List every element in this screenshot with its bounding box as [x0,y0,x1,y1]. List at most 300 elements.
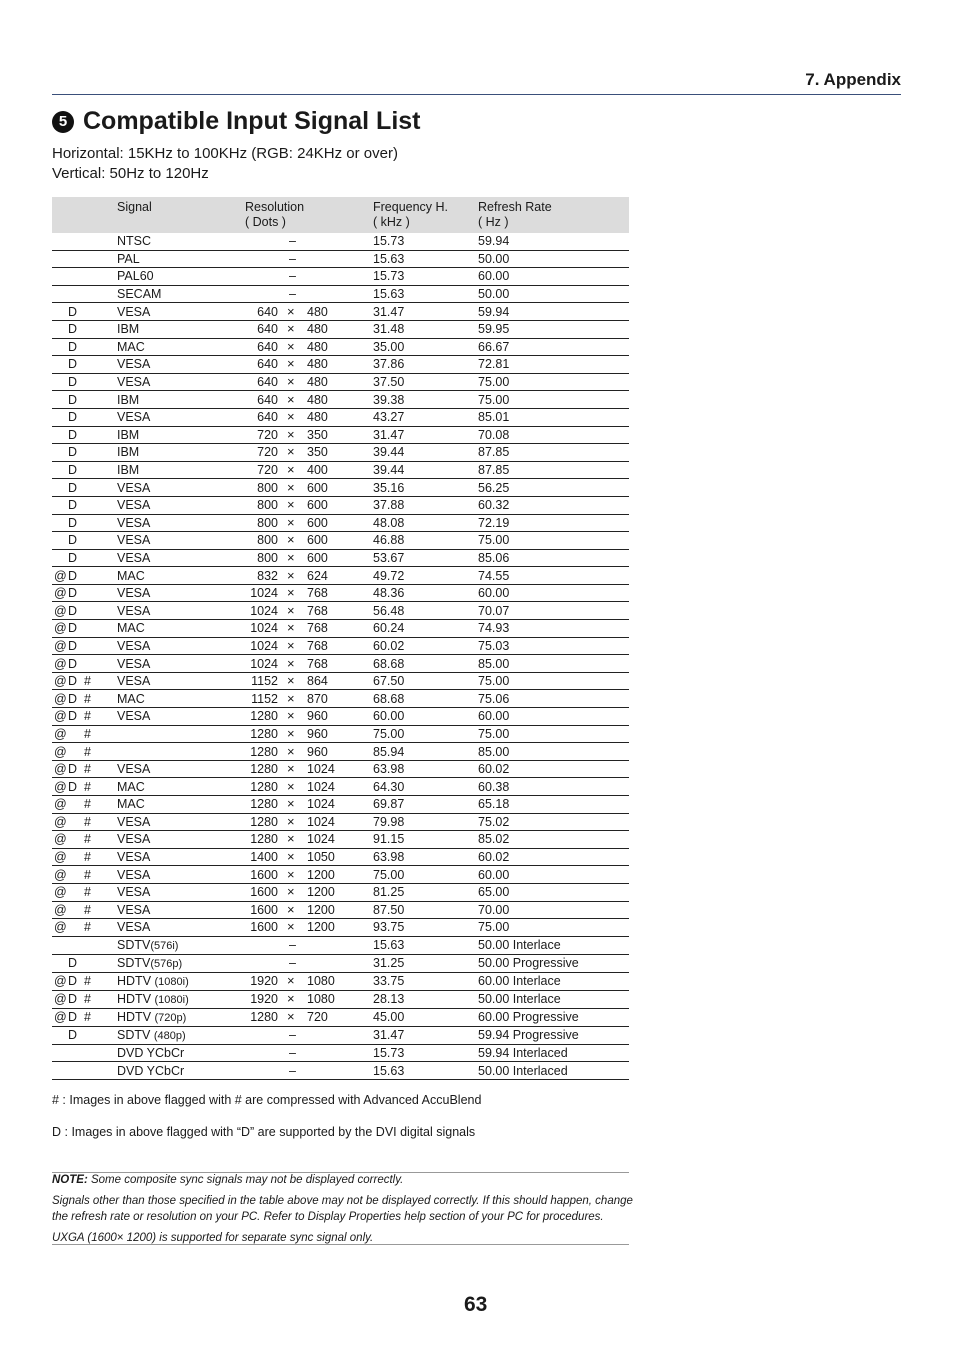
signal-name: PAL60 [117,269,154,284]
vertical-range: Vertical: 50Hz to 120Hz [52,165,209,182]
signal-name: HDTV [117,1009,155,1024]
flag-hash [84,514,117,532]
refresh-cell: 74.93 [478,620,629,638]
signal-cell [117,1008,245,1026]
header-frequency [373,197,478,233]
flag-d: D [68,391,84,409]
resolution-cell [245,620,373,638]
signal-cell [117,760,245,778]
resolution-height: 1200 [307,867,335,882]
page-number: 63 [464,1293,488,1316]
frequency-cell: 15.63 [373,936,478,954]
frequency-cell: 53.67 [373,549,478,567]
table-row [52,584,629,602]
resolution-width: 640 [257,375,278,390]
signal-cell [117,901,245,919]
table-row [52,690,629,708]
table-row [52,1044,629,1062]
frequency-cell: 15.63 [373,1062,478,1080]
header-refresh-unit: ( Hz ) [478,215,509,229]
resolution-height: 480 [307,339,328,354]
signal-name: SECAM [117,287,162,302]
flag-d: D [68,778,84,796]
header-resolution [245,197,373,233]
resolution-height: 960 [307,744,328,759]
flag-at: @ [54,885,67,900]
resolution-cell [245,268,373,286]
signal-cell [117,250,245,268]
signal-name: VESA [117,304,151,319]
resolution-cell [245,637,373,655]
table-row [52,549,629,567]
flag-at: @ [54,568,67,583]
table-row [52,1026,629,1044]
refresh-cell: 75.00 [478,919,629,937]
flag-at [52,496,68,514]
resolution-cell [245,831,373,849]
resolution-height: 960 [307,709,328,724]
resolution-dash: – [289,1028,296,1043]
header-refresh-label: Refresh Rate [478,200,552,214]
times-sign: × [287,426,295,442]
resolution-cell [245,303,373,321]
refresh-cell: 50.00 Interlace [478,990,629,1008]
refresh-cell: 50.00 [478,250,629,268]
refresh-cell: 75.02 [478,813,629,831]
resolution-height: 1024 [307,832,335,847]
signal-name: HDTV [117,973,155,988]
times-sign: × [287,620,295,636]
flag-at [52,391,68,409]
flag-d: D [68,954,84,972]
flag-hash [84,602,117,620]
frequency-cell: 93.75 [373,919,478,937]
refresh-cell: 50.00 Progressive [478,954,629,972]
times-sign: × [287,813,295,829]
signal-name: MAC [117,691,145,706]
frequency-cell: 75.00 [373,866,478,884]
frequency-cell: 37.86 [373,356,478,374]
refresh-cell: 75.00 [478,373,629,391]
signal-cell [117,567,245,585]
resolution-dash: – [289,956,296,971]
signal-name: MAC [117,779,145,794]
resolution-dash: – [289,287,296,302]
times-sign: × [287,796,295,812]
flag-at [52,479,68,497]
flag-hash: # [84,848,117,866]
frequency-cell: 49.72 [373,567,478,585]
resolution-cell [245,848,373,866]
refresh-cell: 60.00 [478,866,629,884]
refresh-cell: 59.95 [478,320,629,338]
flag-hash: # [84,831,117,849]
signal-name: VESA [117,533,151,548]
resolution-cell [245,285,373,303]
refresh-cell: 60.02 [478,848,629,866]
resolution-width: 1024 [250,621,278,636]
frequency-cell: 37.88 [373,496,478,514]
signal-format: (576i) [150,939,179,952]
flag-at [52,426,68,444]
resolution-height: 1200 [307,885,335,900]
resolution-cell [245,936,373,954]
flag-at: @ [54,691,67,706]
note-3: UXGA (1600× 1200) is supported for separate sync signal only. [52,1232,374,1244]
resolution-height: 768 [307,621,328,636]
signal-cell [117,1044,245,1062]
table-row [52,883,629,901]
frequency-cell: 39.44 [373,461,478,479]
resolution-cell [245,954,373,972]
signal-name: PAL [117,251,140,266]
times-sign: × [287,919,295,935]
flag-at: @ [54,744,67,759]
signal-cell [117,954,245,972]
resolution-width: 720 [257,427,278,442]
flag-d: D [68,1008,84,1026]
signal-name: HDTV [117,991,155,1006]
table-row [52,972,629,990]
page-title-text: Compatible Input Signal List [83,107,421,135]
resolution-width: 1280 [250,832,278,847]
resolution-cell [245,602,373,620]
resolution-width: 640 [257,339,278,354]
table-row [52,919,629,937]
times-sign: × [287,761,295,777]
flag-hash: # [84,725,117,743]
frequency-cell: 68.68 [373,690,478,708]
signal-cell [117,1026,245,1044]
signal-name: DVD YCbCr [117,1063,185,1078]
flag-d: D [68,637,84,655]
flag-hash: # [84,743,117,761]
flag-hash: # [84,796,117,814]
table-row [52,408,629,426]
resolution-height: 600 [307,498,328,513]
frequency-cell: 37.50 [373,373,478,391]
resolution-cell [245,1062,373,1080]
table-row [52,338,629,356]
frequency-cell: 45.00 [373,1008,478,1026]
times-sign: × [287,973,295,989]
signal-format: (720p) [154,1011,187,1024]
refresh-cell: 75.03 [478,637,629,655]
resolution-width: 1280 [250,726,278,741]
flag-d: D [68,760,84,778]
refresh-cell: 75.06 [478,690,629,708]
resolution-cell [245,496,373,514]
flag-at: @ [54,638,67,653]
header-frequency-label: Frequency H. [373,200,449,214]
resolution-cell [245,866,373,884]
table-row [52,303,629,321]
resolution-height: 480 [307,375,328,390]
resolution-width: 720 [257,463,278,478]
flag-at: @ [54,656,67,671]
flag-hash: # [84,690,117,708]
flag-d: D [68,408,84,426]
table-row [52,637,629,655]
times-sign: × [287,303,295,319]
footnote-hash: # : Images in above flagged with # are compressed with Advanced AccuBlend [52,1093,482,1107]
times-sign: × [287,391,295,407]
signal-cell [117,408,245,426]
times-sign: × [287,831,295,847]
signal-name: VESA [117,586,151,601]
frequency-cell: 81.25 [373,883,478,901]
flag-d: D [68,532,84,550]
frequency-cell: 39.38 [373,391,478,409]
signal-name: MAC [117,568,145,583]
header-refresh [478,197,629,233]
resolution-width: 1920 [250,992,278,1007]
resolution-width: 1400 [250,850,278,865]
resolution-cell [245,743,373,761]
signal-cell [117,990,245,1008]
resolution-width: 800 [257,515,278,530]
flag-hash [84,250,117,268]
signal-name: IBM [117,392,140,407]
signal-cell [117,426,245,444]
resolution-cell [245,778,373,796]
flag-d [68,1044,84,1062]
resolution-height: 600 [307,480,328,495]
flag-d [68,796,84,814]
flag-at: @ [54,762,67,777]
times-sign: × [287,778,295,794]
times-sign: × [287,462,295,478]
table-row [52,655,629,673]
signal-name: IBM [117,445,140,460]
frequency-cell: 43.27 [373,408,478,426]
signal-name: IBM [117,463,140,478]
signal-cell [117,848,245,866]
resolution-height: 864 [307,674,328,689]
resolution-width: 1280 [250,797,278,812]
flag-at [52,444,68,462]
note-label: NOTE: [52,1174,88,1186]
times-sign: × [287,725,295,741]
signal-cell [117,831,245,849]
signal-cell [117,285,245,303]
flag-at [52,1026,68,1044]
flag-at: @ [54,709,67,724]
flag-d: D [68,1026,84,1044]
signal-name: VESA [117,638,151,653]
frequency-cell: 68.68 [373,655,478,673]
signal-cell [117,672,245,690]
flag-hash: # [84,778,117,796]
frequency-cell: 15.73 [373,268,478,286]
refresh-cell: 85.06 [478,549,629,567]
resolution-cell [245,708,373,726]
table-row [52,778,629,796]
flag-d: D [68,690,84,708]
times-sign: × [287,849,295,865]
refresh-cell: 85.02 [478,831,629,849]
flag-d: D [68,567,84,585]
flag-hash [84,496,117,514]
resolution-height: 1024 [307,762,335,777]
frequency-cell: 63.98 [373,848,478,866]
flag-hash [84,285,117,303]
frequency-cell: 46.88 [373,532,478,550]
flag-at: @ [54,1010,67,1025]
flag-hash: # [84,708,117,726]
resolution-cell [245,972,373,990]
resolution-cell [245,233,373,250]
table-row [52,233,629,250]
signal-cell [117,391,245,409]
times-sign: × [287,338,295,354]
resolution-width: 800 [257,498,278,513]
resolution-height: 480 [307,304,328,319]
flag-at [52,532,68,550]
times-sign: × [287,901,295,917]
flag-at: @ [54,992,67,1007]
resolution-width: 1280 [250,762,278,777]
resolution-cell [245,813,373,831]
resolution-width: 1024 [250,638,278,653]
resolution-height: 480 [307,322,328,337]
resolution-width: 640 [257,392,278,407]
flag-hash [84,479,117,497]
flag-at: @ [54,814,67,829]
signal-cell [117,919,245,937]
flag-at [52,356,68,374]
resolution-cell [245,990,373,1008]
resolution-width: 1024 [250,586,278,601]
resolution-cell [245,250,373,268]
flag-at [52,936,68,954]
refresh-cell: 60.00 [478,584,629,602]
flag-d: D [68,356,84,374]
refresh-cell: 50.00 Interlaced [478,1062,629,1080]
resolution-cell [245,655,373,673]
flag-d: D [68,549,84,567]
refresh-cell: 87.85 [478,461,629,479]
frequency-cell: 48.08 [373,514,478,532]
flag-at: @ [54,621,67,636]
refresh-cell: 50.00 Interlace [478,936,629,954]
flag-at [52,514,68,532]
flag-hash [84,426,117,444]
refresh-cell: 59.94 Progressive [478,1026,629,1044]
table-row [52,268,629,286]
flag-at: @ [54,850,67,865]
refresh-cell: 85.01 [478,408,629,426]
note-1 [52,1172,642,1188]
header-signal: Signal [117,197,245,233]
resolution-width: 1280 [250,814,278,829]
times-sign: × [287,374,295,390]
flag-d: D [68,672,84,690]
resolution-width: 1600 [250,885,278,900]
flag-hash [84,954,117,972]
times-sign: × [287,655,295,671]
flag-d: D [68,479,84,497]
flag-hash: # [84,1008,117,1026]
signal-format: (1080i) [154,975,189,988]
flag-hash: # [84,760,117,778]
refresh-cell: 70.07 [478,602,629,620]
signal-format: (1080i) [154,993,189,1006]
flag-at [52,1062,68,1080]
flag-at [52,549,68,567]
frequency-cell: 60.02 [373,637,478,655]
resolution-width: 640 [257,322,278,337]
signal-cell [117,1062,245,1080]
resolution-cell [245,549,373,567]
resolution-height: 870 [307,691,328,706]
times-sign: × [287,532,295,548]
table-row [52,760,629,778]
resolution-cell [245,883,373,901]
signal-name: NTSC [117,234,152,249]
flag-hash: # [84,883,117,901]
resolution-width: 1280 [250,779,278,794]
resolution-cell [245,919,373,937]
resolution-height: 960 [307,726,328,741]
signal-name: VESA [117,902,151,917]
resolution-cell [245,444,373,462]
flag-at: @ [54,779,67,794]
signal-name: VESA [117,832,151,847]
refresh-cell: 60.00 Progressive [478,1008,629,1026]
signal-cell [117,602,245,620]
flag-d: D [68,602,84,620]
signal-name: VESA [117,498,151,513]
flag-hash [84,584,117,602]
flag-d [68,831,84,849]
signal-cell [117,338,245,356]
table-row [52,602,629,620]
flag-at [52,461,68,479]
signal-cell [117,461,245,479]
resolution-cell [245,532,373,550]
signal-cell [117,496,245,514]
flag-at: @ [54,867,67,882]
signal-format: (480p) [153,1029,186,1042]
flag-hash [84,461,117,479]
table-row [52,796,629,814]
signal-cell [117,743,245,761]
resolution-cell [245,338,373,356]
signal-cell [117,549,245,567]
resolution-height: 1200 [307,902,335,917]
frequency-cell: 75.00 [373,725,478,743]
section-header: 7. Appendix [805,70,901,89]
section-number-badge: 5 [52,111,74,133]
signal-cell [117,866,245,884]
resolution-cell [245,391,373,409]
frequency-cell: 67.50 [373,672,478,690]
times-sign: × [287,444,295,460]
frequency-cell: 15.73 [373,233,478,250]
flag-at: @ [54,920,67,935]
table-row [52,479,629,497]
resolution-height: 400 [307,463,328,478]
resolution-width: 1600 [250,867,278,882]
flag-hash [84,532,117,550]
flag-d: D [68,972,84,990]
table-row [52,990,629,1008]
resolution-cell [245,373,373,391]
table-row [52,356,629,374]
flag-hash: # [84,901,117,919]
flag-hash [84,655,117,673]
